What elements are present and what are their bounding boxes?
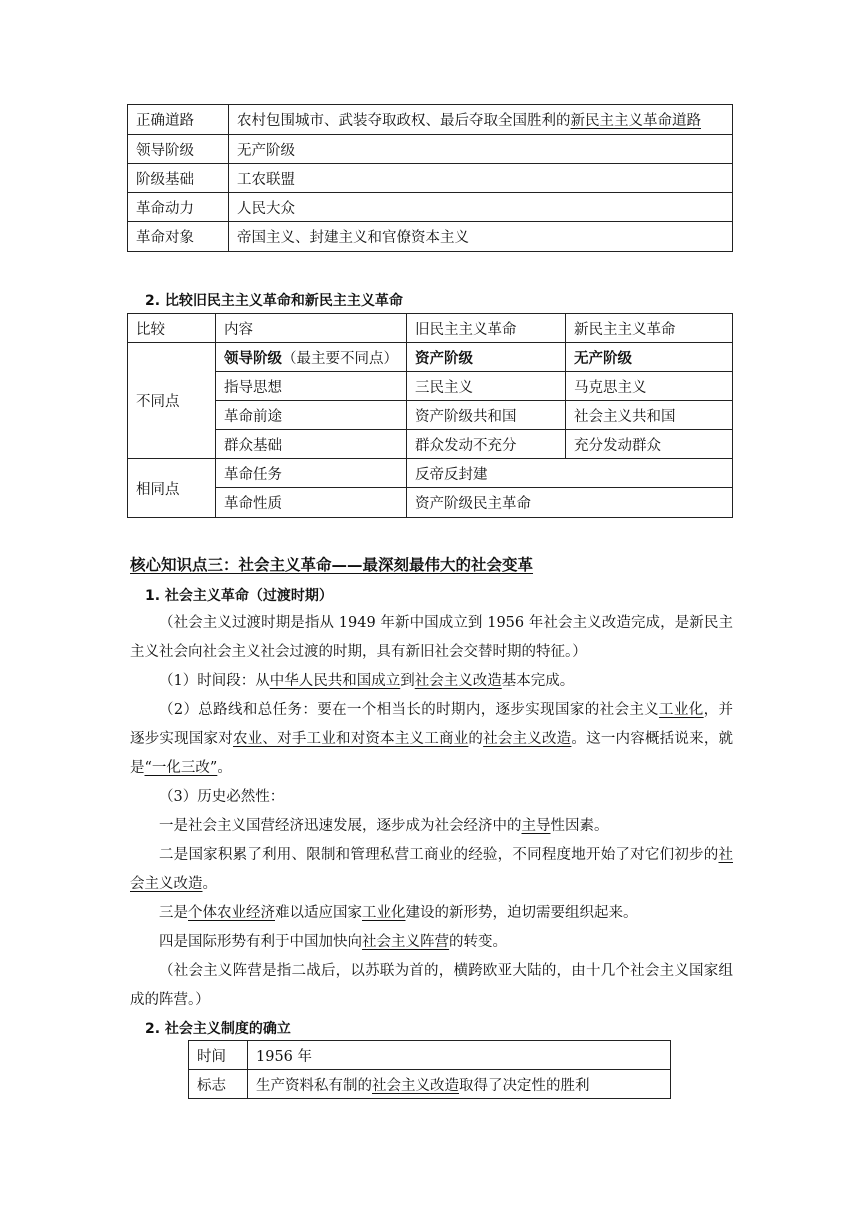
group-differences: 不同点 <box>128 343 216 459</box>
paragraph-reason-2: 二是国家积累了利用、限制和管理私营工商业的经验，不同程度地开始了对它们初步的社会主义改造。 <box>130 847 733 892</box>
row-label: 正确道路 <box>128 105 229 135</box>
row-value: 帝国主义、封建主义和官僚资本主义 <box>229 222 733 252</box>
item-cell: 革命前途 <box>216 401 407 430</box>
row-label: 标志 <box>189 1070 248 1099</box>
item-cell: 领导阶级（最主要不同点） <box>216 343 407 372</box>
table-row <box>128 105 733 135</box>
section-1-title: 1. 社会主义革命（过渡时期） <box>145 588 333 604</box>
table-header-row <box>128 314 733 343</box>
old-cell: 群众发动不充分 <box>407 430 566 459</box>
header-compare: 比较 <box>128 314 216 343</box>
shared-cell: 资产阶级民主革命 <box>407 488 733 518</box>
table-row <box>128 193 733 222</box>
shared-cell: 反帝反封建 <box>407 459 733 488</box>
old-cell: 三民主义 <box>407 372 566 401</box>
header-old: 旧民主主义革命 <box>407 314 566 343</box>
table-row <box>128 372 733 401</box>
table-row <box>189 1070 671 1099</box>
old-cell: 资产阶级共和国 <box>407 401 566 430</box>
row-value: 1956 年 <box>248 1041 671 1070</box>
revolution-path-table <box>127 104 733 252</box>
old-cell: 资产阶级 <box>407 343 566 372</box>
paragraph-reason-1: 一是社会主义国营经济迅速发展，逐步成为社会经济中的主导性因素。 <box>159 818 609 834</box>
system-establishment-table <box>188 1040 671 1099</box>
table-row <box>128 430 733 459</box>
row-value: 工农联盟 <box>229 164 733 193</box>
comparison-table <box>127 313 733 518</box>
row-value: 人民大众 <box>229 193 733 222</box>
table-row <box>128 135 733 164</box>
core-point-3-title: 核心知识点三：社会主义革命——最深刻最伟大的社会变革 <box>130 556 534 574</box>
paragraph-time-span: （1）时间段：从中华人民共和国成立到社会主义改造基本完成。 <box>159 673 575 689</box>
row-label: 革命对象 <box>128 222 229 252</box>
transition-note: （社会主义过渡时期是指从 1949 年新中国成立到 1956 年社会主义改造完成，是新民主主义社会向社会主义社会过渡的时期，具有新旧社会交替时期的特征。） <box>130 615 733 660</box>
paragraph-reason-4: 四是国际形势有利于中国加快向社会主义阵营的转变。 <box>159 934 507 950</box>
row-label: 革命动力 <box>128 193 229 222</box>
section-2b-title: 2. 社会主义制度的确立 <box>145 1021 291 1037</box>
header-content: 内容 <box>216 314 407 343</box>
item-cell: 指导思想 <box>216 372 407 401</box>
table-row <box>128 401 733 430</box>
row-label: 时间 <box>189 1041 248 1070</box>
row-value: 生产资料私有制的社会主义改造取得了决定性的胜利 <box>248 1070 671 1099</box>
row-label: 领导阶级 <box>128 135 229 164</box>
item-cell: 革命性质 <box>216 488 407 518</box>
new-cell: 无产阶级 <box>566 343 733 372</box>
row-label: 阶级基础 <box>128 164 229 193</box>
row-value: 农村包围城市、武装夺取政权、最后夺取全国胜利的新民主主义革命道路 <box>229 105 733 135</box>
header-new: 新民主主义革命 <box>566 314 733 343</box>
item-cell: 革命任务 <box>216 459 407 488</box>
row-value: 无产阶级 <box>229 135 733 164</box>
table-row <box>128 222 733 252</box>
table-row <box>128 164 733 193</box>
paragraph-general-line: （2）总路线和总任务：要在一个相当长的时期内，逐步实现国家的社会主义工业化，并逐步实现国家对农业、对手工业和对资本主义工商业的社会主义改造。这一内容概括说来，就是“一化三改”。 <box>130 702 734 776</box>
item-cell: 群众基础 <box>216 430 407 459</box>
section-2-title: 2. 比较旧民主主义革命和新民主主义革命 <box>145 293 403 309</box>
new-cell: 社会主义共和国 <box>566 401 733 430</box>
paragraph-historical-necessity: （3）历史必然性： <box>159 789 285 805</box>
new-cell: 马克思主义 <box>566 372 733 401</box>
group-similarities: 相同点 <box>128 459 216 518</box>
table-row <box>128 459 733 488</box>
table-row <box>189 1041 671 1070</box>
paragraph-reason-3: 三是个体农业经济难以适应国家工业化建设的新形势，迫切需要组织起来。 <box>159 905 638 921</box>
socialist-camp-note: （社会主义阵营是指二战后，以苏联为首的，横跨欧亚大陆的，由十几个社会主义国家组成的阵营。） <box>130 963 733 1008</box>
table-row <box>128 343 733 372</box>
new-cell: 充分发动群众 <box>566 430 733 459</box>
table-row <box>128 488 733 518</box>
